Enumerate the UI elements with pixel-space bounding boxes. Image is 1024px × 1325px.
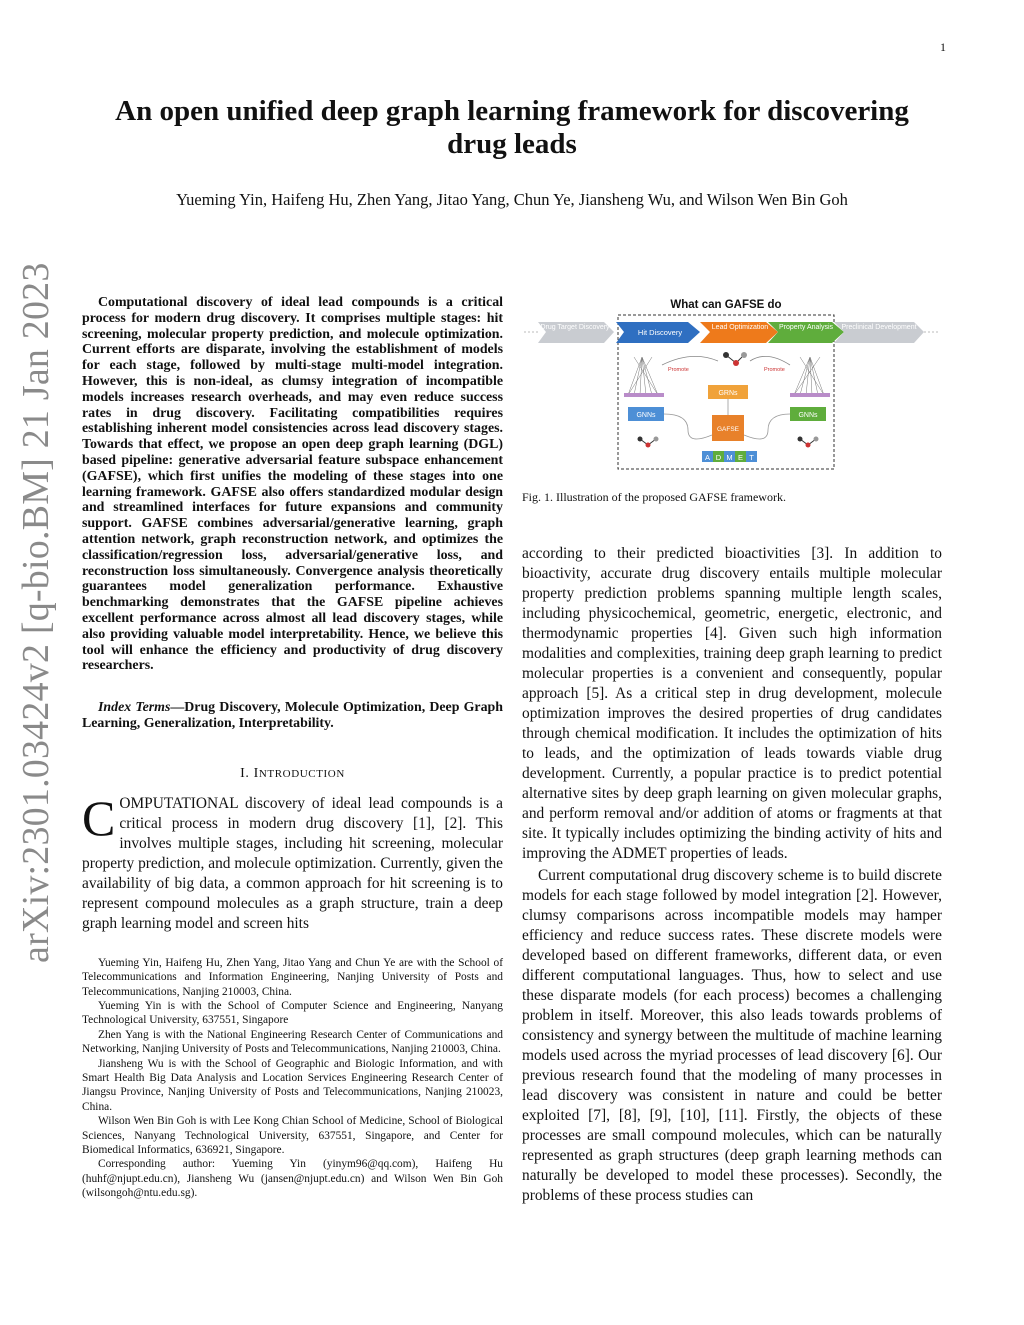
index-terms-label: Index Terms xyxy=(98,700,171,716)
admet-letter: T xyxy=(749,453,754,462)
footnote: Yueming Yin is with the School of Computer Science and Engineering, Nanyang Technological University, 637551, Singapore xyxy=(82,999,503,1027)
left-network-icon xyxy=(624,357,664,397)
molecule-icon xyxy=(798,437,819,448)
footnotes xyxy=(82,956,503,1201)
admet-letter: D xyxy=(715,453,722,462)
intro-text: OMPUTATIONAL discovery of ideal lead compounds is a critical process in modern drug discovery [1], [2]. This involves multiple stages, including hit screening, molecular property prediction, and molecule optimization. Currently, given the availability of big data, a common approach for hit screening is to represent compound molecules as a graph structure, train a deep graph learning model and screen hits xyxy=(82,794,503,932)
stage-label: Lead Optimization xyxy=(711,324,769,331)
connector-arrow xyxy=(662,356,718,365)
admet-letter: M xyxy=(726,453,733,462)
connector-arrow xyxy=(750,356,790,365)
promote-label: Promote xyxy=(668,367,689,373)
molecule-icon xyxy=(723,352,747,366)
index-terms xyxy=(82,700,503,732)
abstract: Computational discovery of ideal lead compounds is a critical process for modern drug discovery. It comprises multiple stages: hit screening, molecular property prediction, and molecule optimization. Current efforts are disparate, involving the establishment of models for each stage, followed by multi-stage multi-model integration. However, this is non-ideal, as clumsy integration of incompatible models increases research overheads, and may even reduce success rates in drug discovery. Facilitating compatibilities requires establishing inherent model consistencies across lead discovery stages. Towards that effect, we propose an open deep graph learning (DGL) based pipeline: generative adversarial feature subspace enhancement (GAFSE), which first unifies the modeling of these stages into one learning framework. GAFSE also offers standardized modular design and streamlined interfaces for future expansions and community support. GAFSE combines adversarial/generative learning, graph attention network, graph reconstruction network, and optimizes the classification/regression loss, adversarial/generative loss, and reconstruction loss simultaneously. Convergence analysis theoretically guarantees model generalization performance. Exhaustive benchmarking demonstrates that the GAFSE pipeline achieves excellent performance across almost all lead discovery stages, while also providing valuable model interpretability. Hence, we believe this tool will enhance the efficiency and productivity of drug discovery researchers. xyxy=(82,295,503,674)
page-number: 1 xyxy=(940,40,946,54)
figure-heading: What can GAFSE do xyxy=(670,299,782,311)
right-paragraph-2: Current computational drug discovery scheme is to build discrete models for each stage followed by model integration [2]. However, clumsy comparisons across incompatible models may hamper efficiency and reduce success rates. These discrete models were developed based on different frameworks, different data, or even different computational languages. Thus, how to select and use these disparate models (for each process) becomes a challenging problem in itself. Moreover, this also leads towards problems of consistency and synergy between the multitude of machine learning models used across the myriad processes of lead discovery [6]. Our previous research found that the modeling of many processes in lead discovery was consistent in nature and could be better exploited [7], [8], [9], [10], [11]. Firstly, the objects of these processes are small compound molecules, which can be naturally represented as graph structures (deep graph learning methods can naturally be developed to model these processes). Secondly, the problems of these process studies can xyxy=(522,867,942,1204)
footnote: Zhen Yang is with the National Engineering Research Center of Communications and Networking, Nanjing University of Posts and Telecommunications, Nanjing 210003, China. xyxy=(82,1028,503,1056)
admet-letter: A xyxy=(704,453,711,462)
stage-label: Drug Target Discovery xyxy=(540,324,610,331)
stage-label: Hit Discovery xyxy=(637,328,683,337)
promote-label: Promote xyxy=(764,367,785,373)
section-number: I. xyxy=(240,765,250,781)
footnote: Wilson Wen Bin Goh is with Lee Kong Chian School of Medicine, School of Biological Sciences, Nanyang Technological University, 637551, Singapore, and Center for Biomedical Informatics, 636921, Singapore. xyxy=(82,1115,503,1156)
arxiv-watermark: arXiv:2301.03424v2 [q-bio.BM] 21 Jan 2023 xyxy=(15,262,57,963)
right-paragraph-1: according to their predicted bioactivities [3]. In addition to bioactivity, accurate drug discovery entails multiple molecular property prediction problems spanning multiple length scales, including physicochemical, geometric, energetic, electronic, and thermodynamic properties [4]. Given such high information modalities and complexities, training deep graph learning to predict molecular properties is a convenient and consequently, popular approach [5]. As a critical step in drug development, molecule optimization improves the desired properties of drug candidates through chemical modification. It includes the optimization of hits to leads, and the optimization of leads towards viable drug development. Currently, a popular practice is to predict potential alternative sites by deep graph learning on given molecular graphs, and perform removal and/or addition of atoms or fragments at that site. It typically includes optimizing the binding activity of hits and improving the ADMET properties of leads. xyxy=(522,545,942,862)
gnns-label: GNNs xyxy=(798,412,818,419)
gafse-label: GAFSE xyxy=(716,426,740,433)
paper-title: An open unified deep graph learning framework for discovering drug leads xyxy=(115,95,909,160)
section-first-letter: I xyxy=(253,765,259,781)
gnns-label: GNNs xyxy=(636,412,656,419)
intro-paragraph xyxy=(82,789,503,934)
admet-letter: E xyxy=(737,453,744,462)
footnote: Yueming Yin, Haifeng Hu, Zhen Yang, Jitao Yang and Chun Ye are with the School of Telecommunications and Information Engineering, Nanjing University of Posts and Telecommunications, Nanjing 210003, China. xyxy=(82,956,503,998)
gafse-figure xyxy=(522,295,942,485)
index-terms-list: —Drug Discovery, Molecule Optimization, Deep Graph Learning, Generalization, Interpretability. xyxy=(82,700,503,731)
stage-label: Property Analysis xyxy=(778,324,834,331)
right-column xyxy=(522,295,942,1206)
section-title-rest: NTRODUCTION xyxy=(258,767,345,780)
figure-caption: Fig. 1. Illustration of the proposed GAFSE framework. xyxy=(522,490,786,504)
gafse-diagram xyxy=(522,295,942,485)
grns-label: GRNs xyxy=(718,390,738,397)
section-heading xyxy=(82,766,503,782)
stage-label: Preclinical Development xyxy=(841,324,917,331)
footnote: Jiansheng Wu is with the School of Geographic and Biologic Information, and with Smart Health Big Data Analysis and Location Services Engineering Research Center of Jiangsu Province, Nanjing University of Posts and Telecommunications, Nanjing 210023, China. xyxy=(82,1057,503,1113)
right-network-icon xyxy=(790,357,830,397)
admet-strip xyxy=(702,451,757,462)
author-list: Yueming Yin, Haifeng Hu, Zhen Yang, Jitao Yang, Chun Ye, Jiansheng Wu, and Wilson Wen Bin Goh xyxy=(176,190,848,209)
drop-cap: C xyxy=(82,789,116,846)
left-column xyxy=(82,295,503,1201)
molecule-icon xyxy=(638,437,659,448)
footnote: Corresponding author: Yueming Yin (yinym96@qq.com), Haifeng Hu (huhf@njupt.edu.cn), Jiansheng Wu (jansen@njupt.edu.cn) and Wilson Wen Bin Goh (wilsongoh@ntu.edu.sg). xyxy=(82,1158,503,1200)
